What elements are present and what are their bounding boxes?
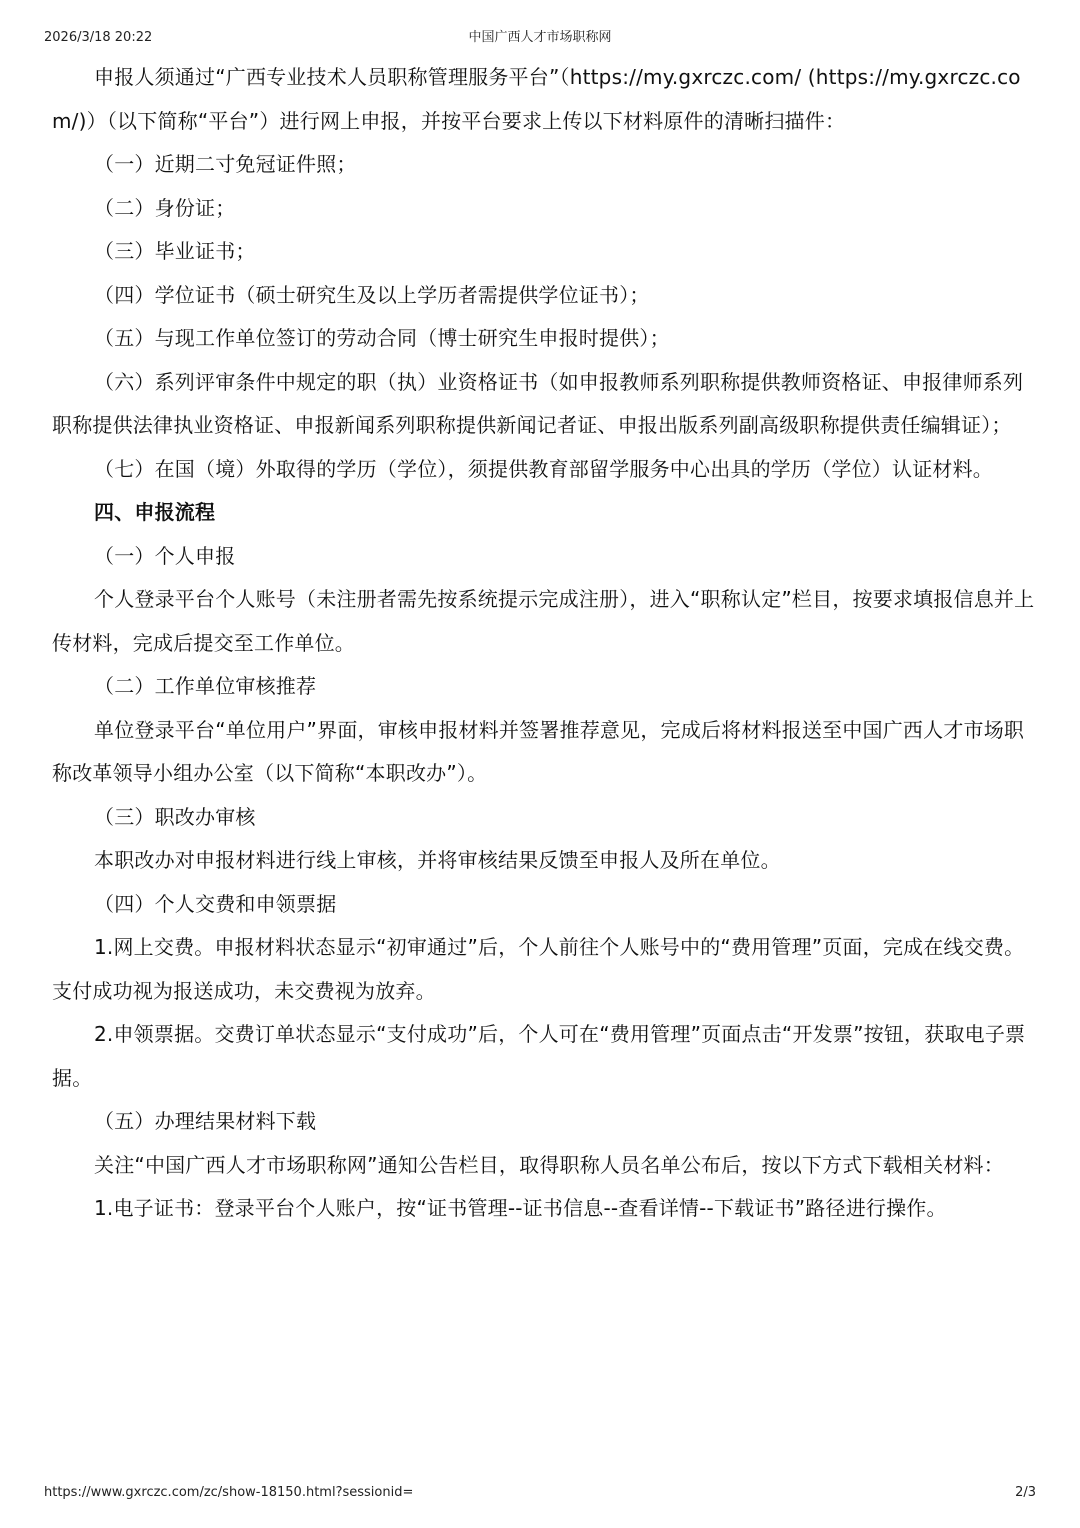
document-body (52, 56, 1037, 1231)
step-paragraph: 本职改办对申报材料进行线上审核，并将审核结果反馈至申报人及所在单位。 (94, 848, 781, 872)
step-paragraph: 2.申领票据。交费订单状态显示“支付成功”后，个人可在“费用管理”页面点击“开发票”按钮，获取电子票据。 (52, 1022, 1026, 1090)
step-paragraph: 1.网上交费。申报材料状态显示“初审通过”后，个人前往个人账号中的“费用管理”页面，完成在线交费。支付成功视为报送成功，未交费视为放弃。 (52, 935, 1025, 1003)
material-item: （二）身份证； (94, 195, 236, 220)
print-page-url: https://www.gxrczc.com/zc/show-18150.html?sessionid= (44, 1485, 414, 1500)
material-item: （三）毕业证书； (94, 239, 256, 263)
material-item: （六）系列评审条件中规定的职（执）业资格证书（如申报教师系列职称提供教师资格证、申报律师系列职称提供法律执业资格证、申报新闻系列职称提供新闻记者证、申报出版系列副高级职称提供责任编辑证）； (52, 369, 1024, 437)
step-title: （五）办理结果材料下载 (94, 1109, 317, 1133)
intro-paragraph: 申报人须通过“广西专业技术人员职称管理服务平台”（https://my.gxrczc.com/ (https://my.gxrczc.com/)）（以下简称“平台”）进行网上申报，并按平台要求上传以下材料原件的清晰扫描件： (52, 65, 1021, 133)
print-site-title: 中国广西人才市场职称网 (468, 30, 612, 45)
material-item: （七）在国（境）外取得的学历（学位），须提供教育部留学服务中心出具的学历（学位）认证材料。 (94, 456, 993, 481)
step-paragraph: 1.电子证书：登录平台个人账户，按“证书管理--证书信息--查看详情--下载证书”路径进行操作。 (94, 1196, 947, 1220)
step-title: （一）个人申报 (94, 543, 236, 568)
material-item: （五）与现工作单位签订的劳动合同（博士研究生申报时提供）； (94, 326, 670, 350)
step-paragraph: 个人登录平台个人账号（未注册者需先按系统提示完成注册），进入“职称认定”栏目，按要求填报信息并上传材料，完成后提交至工作单位。 (52, 587, 1035, 655)
print-page-number: 2/3 (1015, 1485, 1036, 1500)
step-paragraph: 关注“中国广西人才市场职称网”通知公告栏目，取得职称人员名单公布后，按以下方式下载相关材料： (94, 1152, 1004, 1177)
step-paragraph: 单位登录平台“单位用户”界面，审核申报材料并签署推荐意见，完成后将材料报送至中国广西人才市场职称改革领导小组办公室（以下简称“本职改办”）。 (52, 717, 1025, 785)
section-heading: 四、申报流程 (94, 500, 216, 524)
step-title: （四）个人交费和申领票据 (94, 891, 337, 916)
step-title: （三）职改办审核 (94, 804, 256, 829)
step-title: （二）工作单位审核推荐 (94, 674, 317, 698)
material-item: （一）近期二寸免冠证件照； (94, 152, 357, 176)
material-item: （四）学位证书（硕士研究生及以上学历者需提供学位证书）； (94, 282, 650, 307)
print-datetime: 2026/3/18 20:22 (44, 30, 153, 45)
